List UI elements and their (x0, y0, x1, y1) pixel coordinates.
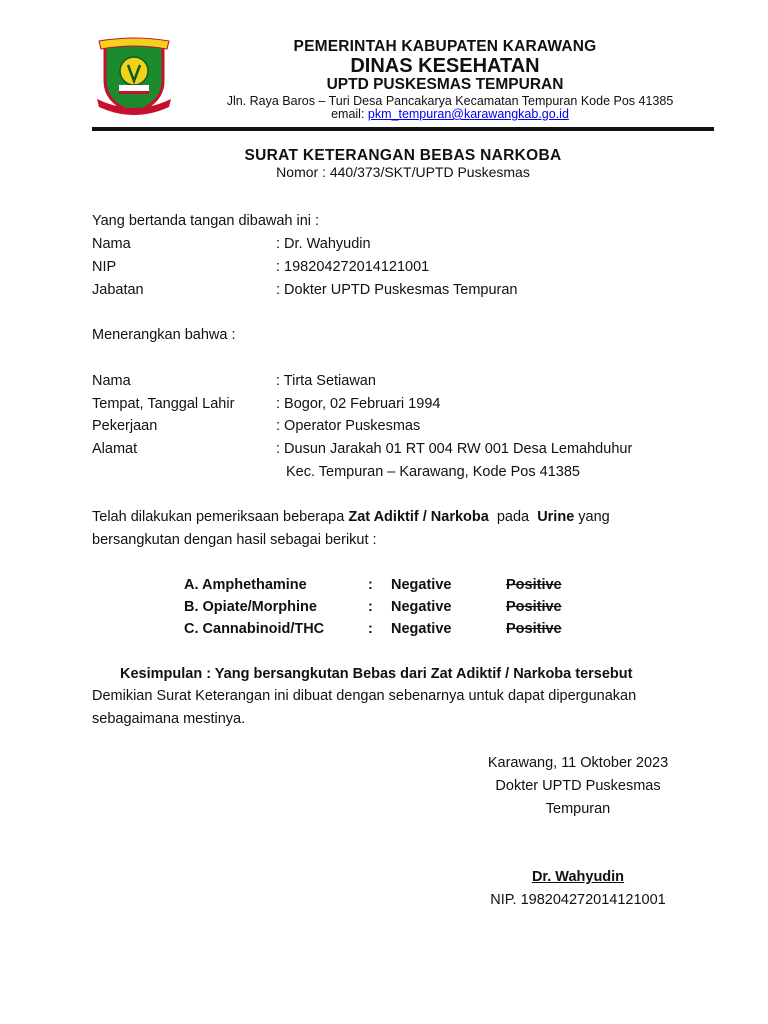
signer-position-label: Jabatan (92, 282, 144, 298)
document-number: Nomor : 440/373/SKT/UPTD Puskesmas (276, 164, 530, 180)
conclusion-text: Kesimpulan : Yang bersangkutan Bebas dari Zat Adiktif / Narkoba tersebut (120, 666, 633, 682)
signature-position-line2: Tempuran (545, 801, 611, 817)
signer-nip-label: NIP (92, 259, 117, 275)
intro-text: Yang bertanda tangan dibawah ini : (92, 213, 320, 229)
subject-birth-value: : Bogor, 02 Februari 1994 (276, 396, 441, 412)
subject-address-line2: Kec. Tempuran – Karawang, Kode Pos 41385 (286, 464, 580, 480)
result-struck-opiate: Positive (506, 599, 562, 615)
exam-text-sample: Urine (537, 509, 575, 525)
signature-name (440, 869, 716, 885)
letterhead-agency: DINAS KESEHATAN (350, 55, 540, 77)
signature-nip: NIP. 198204272014121001 (490, 892, 666, 908)
result-colon: : (368, 621, 373, 637)
letterhead-address: Jln. Raya Baros – Turi Desa Pancakarya Kecamatan Tempuran Kode Pos 41385 (226, 94, 674, 108)
signer-position-value: : Dokter UPTD Puskesmas Tempuran (276, 282, 518, 298)
result-test-opiate: B. Opiate/Morphine (184, 599, 317, 615)
email-link[interactable]: pkm_tempuran@karawangkab.go.id (367, 107, 569, 121)
result-test-cannabinoid: C. Cannabinoid/THC (184, 621, 325, 637)
result-value-opiate: Negative (391, 599, 452, 615)
subject-birth-label: Tempat, Tanggal Lahir (92, 396, 235, 412)
email-label: email: (331, 107, 368, 121)
signer-nip-value: : 198204272014121001 (276, 259, 430, 275)
subject-name-label: Nama (92, 373, 131, 389)
exam-paragraph-line1 (92, 509, 610, 525)
result-value-cannabinoid: Negative (391, 621, 452, 637)
subject-address-value: : Dusun Jarakah 01 RT 004 RW 001 Desa Lemahduhur (276, 441, 633, 457)
result-struck-cannabinoid: Positive (506, 621, 562, 637)
closing-line1: Demikian Surat Keterangan ini dibuat dengan sebenarnya untuk dapat dipergunakan (92, 688, 637, 704)
result-colon: : (368, 599, 373, 615)
signer-name: Dr. Wahyudin (531, 869, 625, 885)
subject-address-label: Alamat (92, 441, 138, 457)
closing-line2: sebagaimana mestinya. (92, 711, 246, 727)
regency-logo (95, 37, 173, 117)
signature-position-line1: Dokter UPTD Puskesmas (495, 778, 661, 794)
letterhead-unit: UPTD PUSKESMAS TEMPURAN (326, 76, 564, 93)
exam-text-e: yang (574, 509, 610, 525)
result-value-amphetamine: Negative (391, 577, 452, 593)
result-test-amphetamine: A. Amphethamine (184, 577, 307, 593)
letterhead-email (180, 107, 720, 121)
exam-text-c: pada (488, 509, 538, 525)
signer-name-label: Nama (92, 236, 131, 252)
result-colon: : (368, 577, 373, 593)
subject-name-value: : Tirta Setiawan (276, 373, 376, 389)
subject-job-value: : Operator Puskesmas (276, 418, 421, 434)
exam-text-a: Telah dilakukan pemeriksaan beberapa (92, 509, 349, 525)
subject-job-label: Pekerjaan (92, 418, 158, 434)
declares-text: Menerangkan bahwa : (92, 327, 236, 343)
document-title: SURAT KETERANGAN BEBAS NARKOBA (244, 147, 562, 164)
exam-text-substance: Zat Adiktif / Narkoba (348, 509, 489, 525)
letterhead-government: PEMERINTAH KABUPATEN KARAWANG (293, 38, 597, 55)
letterhead-divider (92, 127, 714, 131)
result-struck-amphetamine: Positive (506, 577, 562, 593)
signature-place-date: Karawang, 11 Oktober 2023 (487, 755, 669, 771)
exam-paragraph-line2: bersangkutan dengan hasil sebagai berikut : (92, 532, 377, 548)
signer-name-value: : Dr. Wahyudin (276, 236, 371, 252)
